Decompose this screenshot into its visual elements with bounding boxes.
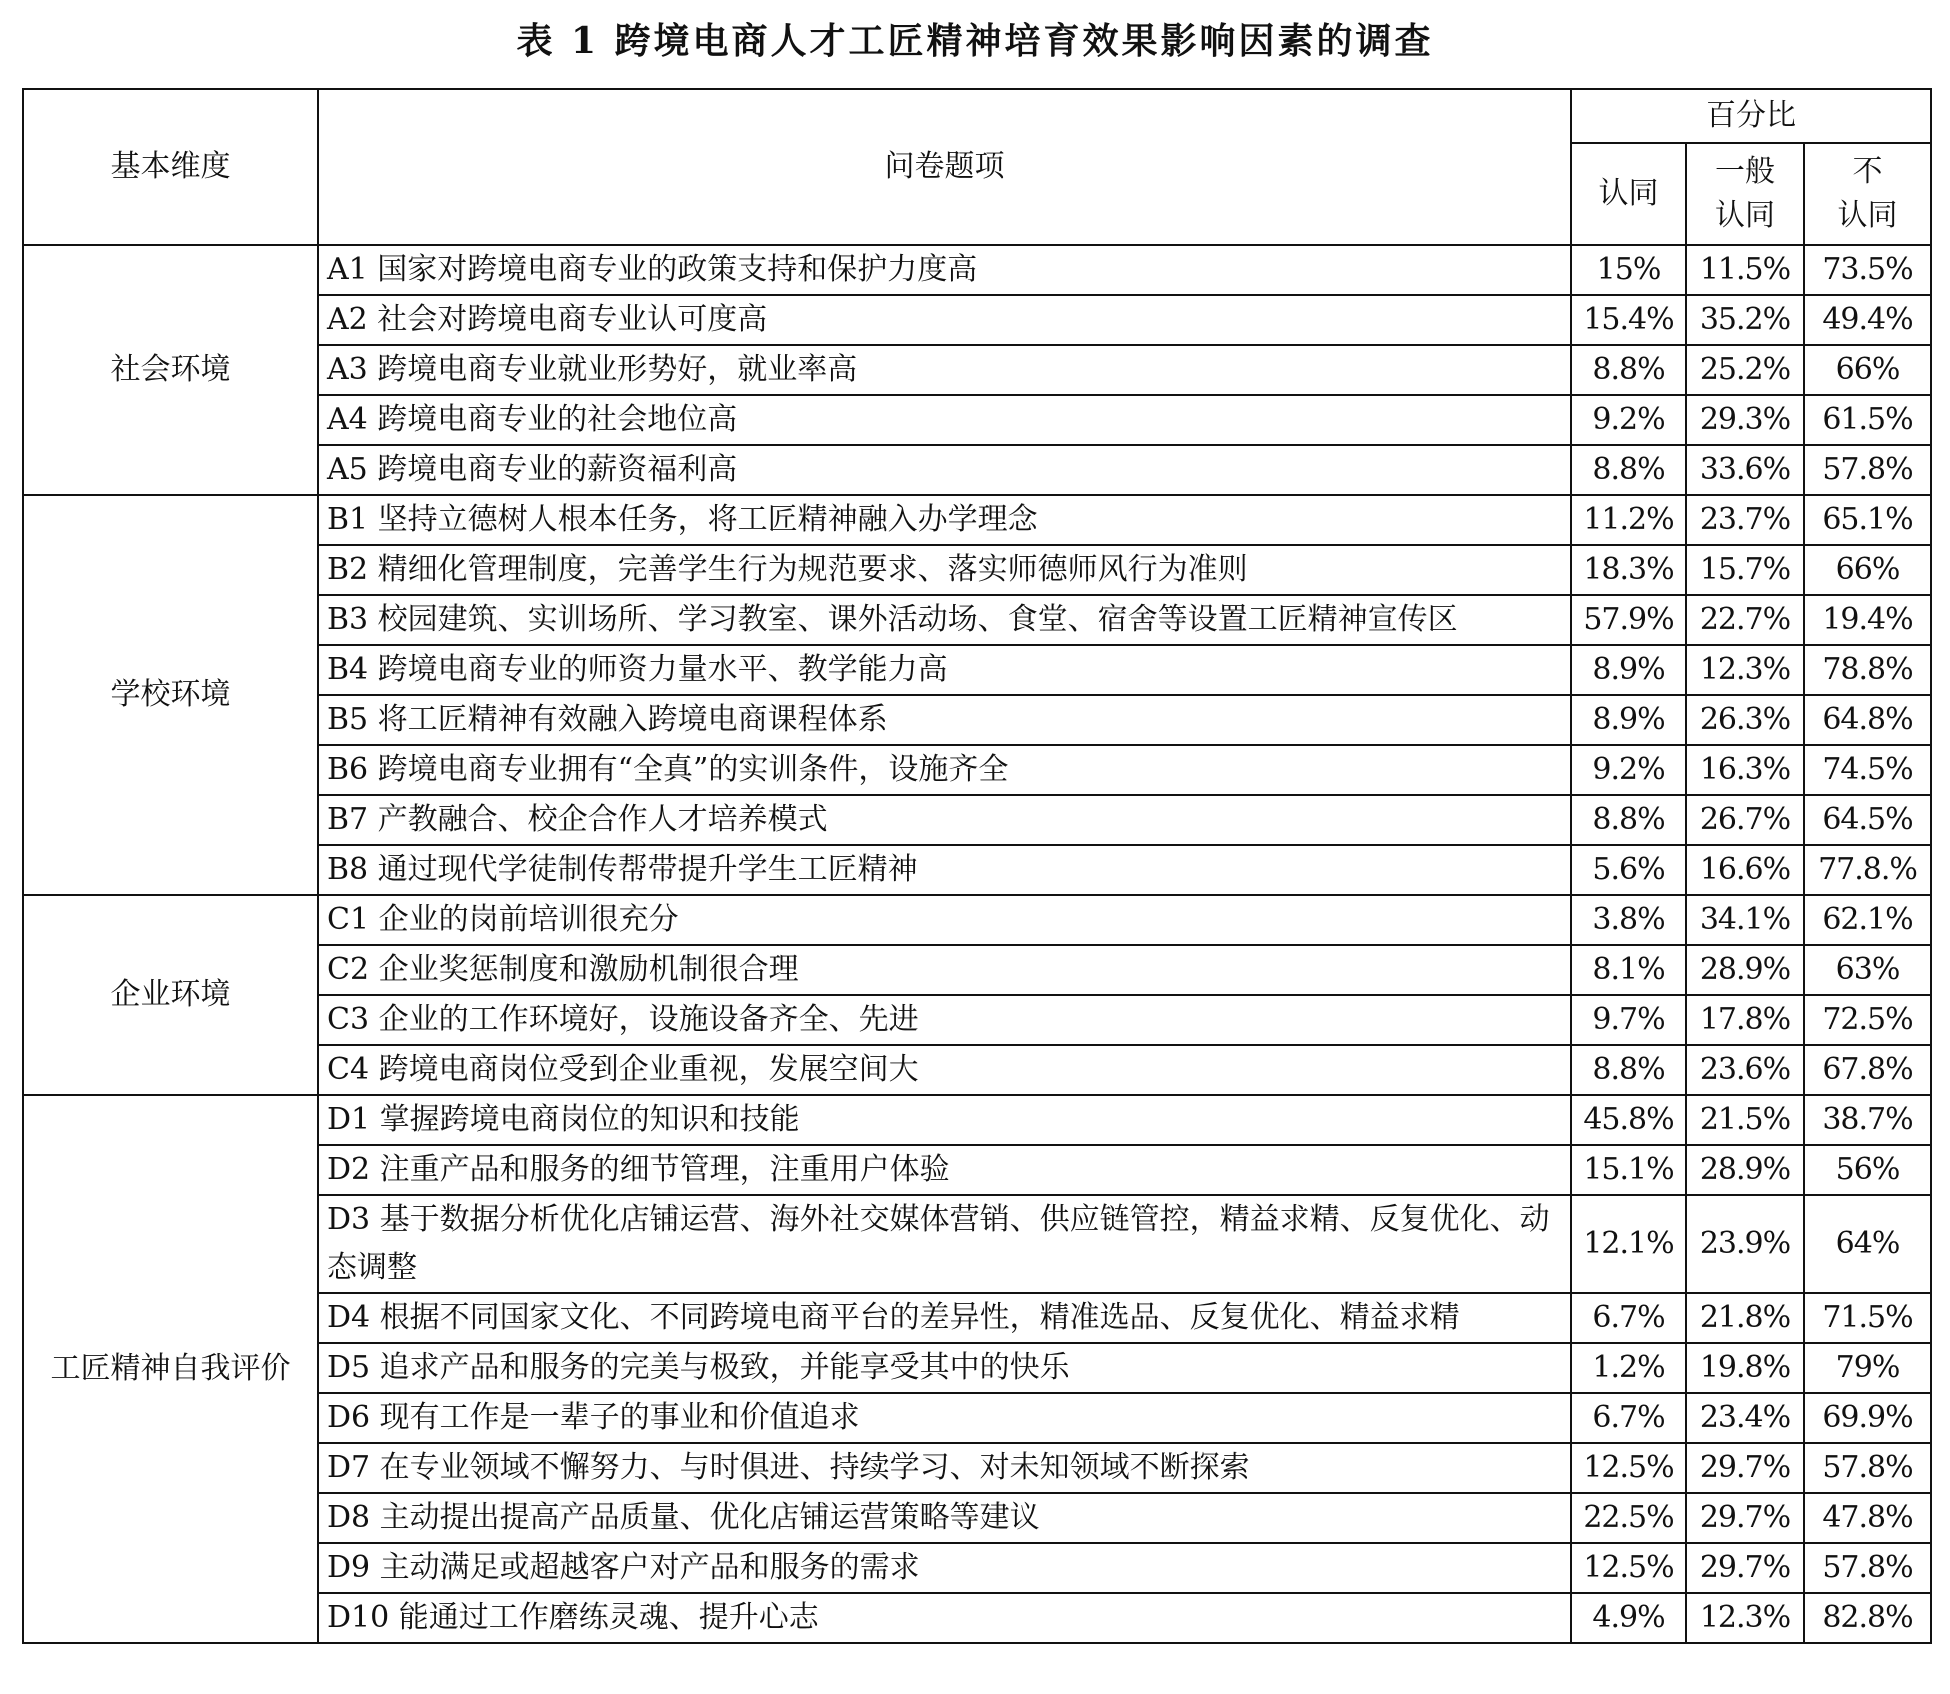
general-percent-cell: 29.7%: [1686, 1443, 1804, 1493]
item-cell: B3 校园建筑、实训场所、学习教室、课外活动场、食堂、宿舍等设置工匠精神宣传区: [318, 595, 1571, 645]
agree-percent-cell: 9.2%: [1571, 395, 1686, 445]
item-cell: D5 追求产品和服务的完美与极致，并能享受其中的快乐: [318, 1343, 1571, 1393]
agree-percent-cell: 15%: [1571, 245, 1686, 295]
header-disagree-line2: 认同: [1837, 198, 1898, 233]
agree-percent-cell: 22.5%: [1571, 1493, 1686, 1543]
agree-percent-cell: 6.7%: [1571, 1393, 1686, 1443]
general-percent-cell: 22.7%: [1686, 595, 1804, 645]
agree-percent-cell: 12.5%: [1571, 1443, 1686, 1493]
survey-table-body: [23, 89, 1931, 1643]
item-cell: B1 坚持立德树人根本任务，将工匠精神融入办学理念: [318, 495, 1571, 545]
general-percent-cell: 34.1%: [1686, 895, 1804, 945]
disagree-percent-cell: 61.5%: [1804, 395, 1931, 445]
disagree-percent-cell: 64%: [1804, 1195, 1931, 1293]
general-percent-cell: 16.3%: [1686, 745, 1804, 795]
agree-percent-cell: 15.1%: [1571, 1145, 1686, 1195]
agree-percent-cell: 5.6%: [1571, 845, 1686, 895]
dimension-cell: 社会环境: [23, 245, 318, 495]
agree-percent-cell: 12.1%: [1571, 1195, 1686, 1293]
item-cell: D2 注重产品和服务的细节管理，注重用户体验: [318, 1145, 1571, 1195]
agree-percent-cell: 1.2%: [1571, 1343, 1686, 1393]
dimension-cell: 学校环境: [23, 495, 318, 895]
item-cell: C2 企业奖惩制度和激励机制很合理: [318, 945, 1571, 995]
general-percent-cell: 28.9%: [1686, 945, 1804, 995]
agree-percent-cell: 8.8%: [1571, 1045, 1686, 1095]
item-cell: D6 现有工作是一辈子的事业和价值追求: [318, 1393, 1571, 1443]
item-cell: A3 跨境电商专业就业形势好，就业率高: [318, 345, 1571, 395]
dimension-cell: 企业环境: [23, 895, 318, 1095]
header-item: 问卷题项: [318, 89, 1571, 245]
general-percent-cell: 26.3%: [1686, 695, 1804, 745]
general-percent-cell: 11.5%: [1686, 245, 1804, 295]
general-percent-cell: 21.5%: [1686, 1095, 1804, 1145]
general-percent-cell: 12.3%: [1686, 1593, 1804, 1643]
item-cell: B5 将工匠精神有效融入跨境电商课程体系: [318, 695, 1571, 745]
disagree-percent-cell: 65.1%: [1804, 495, 1931, 545]
disagree-percent-cell: 79%: [1804, 1343, 1931, 1393]
disagree-percent-cell: 71.5%: [1804, 1293, 1931, 1343]
header-agree: 认同: [1571, 143, 1686, 245]
disagree-percent-cell: 19.4%: [1804, 595, 1931, 645]
disagree-percent-cell: 66%: [1804, 545, 1931, 595]
agree-percent-cell: 8.8%: [1571, 345, 1686, 395]
disagree-percent-cell: 69.9%: [1804, 1393, 1931, 1443]
header-row-top: [23, 89, 1931, 143]
disagree-percent-cell: 47.8%: [1804, 1493, 1931, 1543]
table-row: [23, 1095, 1931, 1145]
agree-percent-cell: 8.1%: [1571, 945, 1686, 995]
general-percent-cell: 29.3%: [1686, 395, 1804, 445]
disagree-percent-cell: 57.8%: [1804, 1543, 1931, 1593]
disagree-percent-cell: 77.8.%: [1804, 845, 1931, 895]
general-percent-cell: 23.6%: [1686, 1045, 1804, 1095]
general-percent-cell: 25.2%: [1686, 345, 1804, 395]
item-cell: B2 精细化管理制度，完善学生行为规范要求、落实师德师风行为准则: [318, 545, 1571, 595]
item-cell: A2 社会对跨境电商专业认可度高: [318, 295, 1571, 345]
survey-table: [22, 88, 1932, 1644]
item-cell: D7 在专业领域不懈努力、与时俱进、持续学习、对未知领域不断探索: [318, 1443, 1571, 1493]
agree-percent-cell: 9.7%: [1571, 995, 1686, 1045]
agree-percent-cell: 4.9%: [1571, 1593, 1686, 1643]
agree-percent-cell: 11.2%: [1571, 495, 1686, 545]
item-cell: A5 跨境电商专业的薪资福利高: [318, 445, 1571, 495]
table-title: 表 1 跨境电商人才工匠精神培育效果影响因素的调查: [516, 20, 1434, 62]
header-general: [1686, 143, 1804, 245]
disagree-percent-cell: 74.5%: [1804, 745, 1931, 795]
disagree-percent-cell: 62.1%: [1804, 895, 1931, 945]
general-percent-cell: 21.8%: [1686, 1293, 1804, 1343]
disagree-percent-cell: 57.8%: [1804, 1443, 1931, 1493]
agree-percent-cell: 9.2%: [1571, 745, 1686, 795]
general-percent-cell: 17.8%: [1686, 995, 1804, 1045]
item-cell: C1 企业的岗前培训很充分: [318, 895, 1571, 945]
disagree-percent-cell: 38.7%: [1804, 1095, 1931, 1145]
general-percent-cell: 26.7%: [1686, 795, 1804, 845]
general-percent-cell: 29.7%: [1686, 1493, 1804, 1543]
dimension-cell: 工匠精神自我评价: [23, 1095, 318, 1643]
item-cell: B4 跨境电商专业的师资力量水平、教学能力高: [318, 645, 1571, 695]
item-cell: D1 掌握跨境电商岗位的知识和技能: [318, 1095, 1571, 1145]
disagree-percent-cell: 63%: [1804, 945, 1931, 995]
disagree-percent-cell: 64.8%: [1804, 695, 1931, 745]
agree-percent-cell: 8.9%: [1571, 695, 1686, 745]
item-cell: B6 跨境电商专业拥有“全真”的实训条件，设施齐全: [318, 745, 1571, 795]
agree-percent-cell: 18.3%: [1571, 545, 1686, 595]
general-percent-cell: 19.8%: [1686, 1343, 1804, 1393]
disagree-percent-cell: 82.8%: [1804, 1593, 1931, 1643]
item-cell: D10 能通过工作磨练灵魂、提升心志: [318, 1593, 1571, 1643]
agree-percent-cell: 3.8%: [1571, 895, 1686, 945]
disagree-percent-cell: 67.8%: [1804, 1045, 1931, 1095]
general-percent-cell: 12.3%: [1686, 645, 1804, 695]
item-cell: A4 跨境电商专业的社会地位高: [318, 395, 1571, 445]
header-percent: 百分比: [1571, 89, 1931, 143]
item-cell: D4 根据不同国家文化、不同跨境电商平台的差异性，精准选品、反复优化、精益求精: [318, 1293, 1571, 1343]
agree-percent-cell: 8.8%: [1571, 445, 1686, 495]
disagree-percent-cell: 72.5%: [1804, 995, 1931, 1045]
agree-percent-cell: 8.9%: [1571, 645, 1686, 695]
header-dimension: 基本维度: [23, 89, 318, 245]
item-cell: D8 主动提出提高产品质量、优化店铺运营策略等建议: [318, 1493, 1571, 1543]
table-row: [23, 495, 1931, 545]
item-cell: C3 企业的工作环境好，设施设备齐全、先进: [318, 995, 1571, 1045]
disagree-percent-cell: 64.5%: [1804, 795, 1931, 845]
item-cell: C4 跨境电商岗位受到企业重视，发展空间大: [318, 1045, 1571, 1095]
general-percent-cell: 35.2%: [1686, 295, 1804, 345]
agree-percent-cell: 45.8%: [1571, 1095, 1686, 1145]
general-percent-cell: 23.9%: [1686, 1195, 1804, 1293]
disagree-percent-cell: 57.8%: [1804, 445, 1931, 495]
header-disagree-line1: 不: [1852, 154, 1883, 189]
general-percent-cell: 28.9%: [1686, 1145, 1804, 1195]
general-percent-cell: 23.7%: [1686, 495, 1804, 545]
agree-percent-cell: 57.9%: [1571, 595, 1686, 645]
agree-percent-cell: 15.4%: [1571, 295, 1686, 345]
general-percent-cell: 16.6%: [1686, 845, 1804, 895]
disagree-percent-cell: 73.5%: [1804, 245, 1931, 295]
general-percent-cell: 29.7%: [1686, 1543, 1804, 1593]
disagree-percent-cell: 56%: [1804, 1145, 1931, 1195]
table-row: [23, 895, 1931, 945]
general-percent-cell: 33.6%: [1686, 445, 1804, 495]
disagree-percent-cell: 78.8%: [1804, 645, 1931, 695]
agree-percent-cell: 6.7%: [1571, 1293, 1686, 1343]
header-general-line2: 认同: [1715, 198, 1775, 233]
agree-percent-cell: 8.8%: [1571, 795, 1686, 845]
agree-percent-cell: 12.5%: [1571, 1543, 1686, 1593]
item-cell: B7 产教融合、校企合作人才培养模式: [318, 795, 1571, 845]
item-cell: D9 主动满足或超越客户对产品和服务的需求: [318, 1543, 1571, 1593]
item-cell: A1 国家对跨境电商专业的政策支持和保护力度高: [318, 245, 1571, 295]
general-percent-cell: 15.7%: [1686, 545, 1804, 595]
item-cell: D3 基于数据分析优化店铺运营、海外社交媒体营销、供应链管控，精益求精、反复优化、动态调整: [318, 1195, 1571, 1293]
header-general-line1: 一般: [1715, 154, 1775, 189]
disagree-percent-cell: 49.4%: [1804, 295, 1931, 345]
item-cell: B8 通过现代学徒制传帮带提升学生工匠精神: [318, 845, 1571, 895]
general-percent-cell: 23.4%: [1686, 1393, 1804, 1443]
disagree-percent-cell: 66%: [1804, 345, 1931, 395]
header-disagree: [1804, 143, 1931, 245]
table-row: [23, 245, 1931, 295]
